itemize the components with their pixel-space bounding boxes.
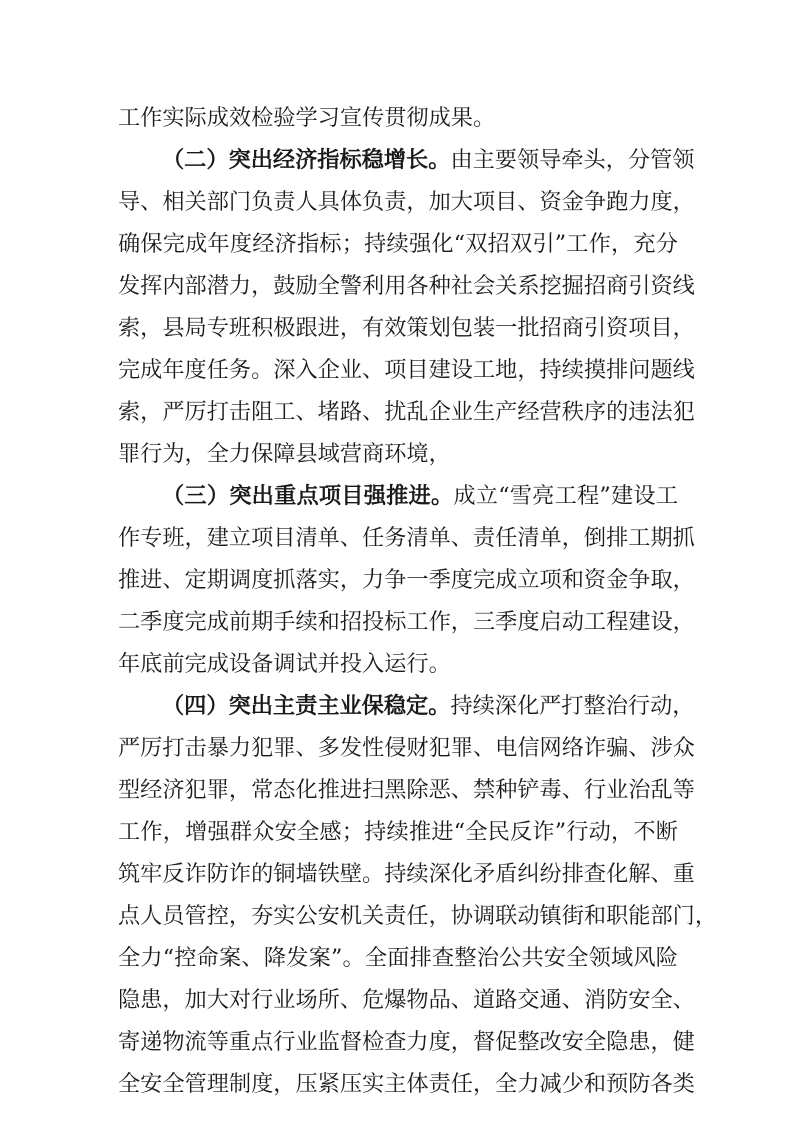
paragraph-line [118, 518, 695, 558]
paragraph-line [118, 980, 695, 1020]
paragraph-line [118, 392, 695, 432]
text-line: 索，严厉打击阻工、堵路、扰乱企业生产经营秩序的违法犯 [118, 399, 695, 425]
paragraph-line [118, 308, 695, 348]
paragraph-line [118, 350, 695, 390]
section-4-first-line [162, 686, 695, 726]
paragraph-line [118, 1022, 695, 1062]
text-line: 发挥内部潜力，鼓励全警利用各种社会关系挖掘招商引资线 [118, 273, 695, 299]
text-line: 隐患，加大对行业场所、危爆物品、道路交通、消防安全、 [118, 987, 695, 1013]
paragraph-line [118, 938, 678, 978]
text-line: 严厉打击暴力犯罪、多发性侵财犯罪、电信网络诈骗、涉众 [118, 735, 695, 761]
section-2-first-line [162, 140, 695, 180]
text-line: 成立“雪亮工程”建设工 [453, 483, 679, 509]
paragraph-line [118, 728, 695, 768]
paragraph-line [118, 1064, 695, 1104]
text-line: 持续深化严打整治行动， [450, 693, 695, 719]
text-line: 作专班，建立项目清单、任务清单、责任清单，倒排工期抓 [118, 525, 695, 551]
section-4-heading: （四）突出主责主业保稳定。 [162, 693, 451, 719]
text-line: 二季度完成前期手续和招投标工作，三季度启动工程建设， [118, 609, 695, 635]
section-2-heading: （二）突出经济指标稳增长。 [162, 147, 451, 173]
text-line: 索，县局专班积极跟进，有效策划包装一批招商引资项目， [118, 315, 695, 341]
section-3-first-line [162, 476, 678, 516]
paragraph-line [118, 266, 695, 306]
text-line: 全安全管理制度，压紧压实主体责任，全力减少和预防各类 [118, 1071, 695, 1097]
text-line: 由主要领导牵头，分管领 [450, 147, 695, 173]
continuation-line [118, 98, 678, 138]
paragraph-line [118, 602, 695, 642]
paragraph-line [118, 812, 678, 852]
text-line: 年底前完成设备调试并投入运行。 [118, 651, 451, 677]
paragraph-line [118, 644, 678, 684]
text-line: 点人员管控，夯实公安机关责任，协调联动镇街和职能部门， [118, 903, 718, 929]
paragraph-line [118, 224, 678, 264]
paragraph-line [118, 896, 718, 936]
text-line: 完成年度任务。深入企业、项目建设工地，持续摸排问题线 [118, 357, 695, 383]
text-line: 寄递物流等重点行业监督检查力度，督促整改安全隐患，健 [118, 1029, 695, 1055]
text-line: 导、相关部门负责人具体负责，加大项目、资金争跑力度， [118, 189, 695, 215]
paragraph-line [118, 770, 695, 810]
paragraph-line [118, 182, 695, 222]
paragraph-line [118, 854, 695, 894]
text-line: 型经济犯罪，常态化推进扫黑除恶、禁种铲毒、行业治乱等 [118, 777, 695, 803]
text-line: 筑牢反诈防诈的铜墙铁壁。持续深化矛盾纠纷排查化解、重 [118, 861, 695, 887]
text-line: 确保完成年度经济指标；持续强化“双招双引”工作，充分 [118, 231, 678, 257]
text-line: 工作，增强群众安全感；持续推进“全民反诈”行动，不断 [118, 819, 678, 845]
paragraph-line [118, 434, 678, 474]
section-3-heading: （三）突出重点项目强推进。 [162, 483, 454, 509]
text-line: 工作实际成效检验学习宣传贯彻成果。 [118, 105, 496, 131]
text-line: 全力“控命案、降发案”。全面排查整治公共安全领域风险 [118, 945, 678, 971]
paragraph-line [118, 560, 695, 600]
text-line: 推进、定期调度抓落实，力争一季度完成立项和资金争取， [118, 567, 695, 593]
text-line: 罪行为，全力保障县域营商环境， [118, 441, 451, 467]
